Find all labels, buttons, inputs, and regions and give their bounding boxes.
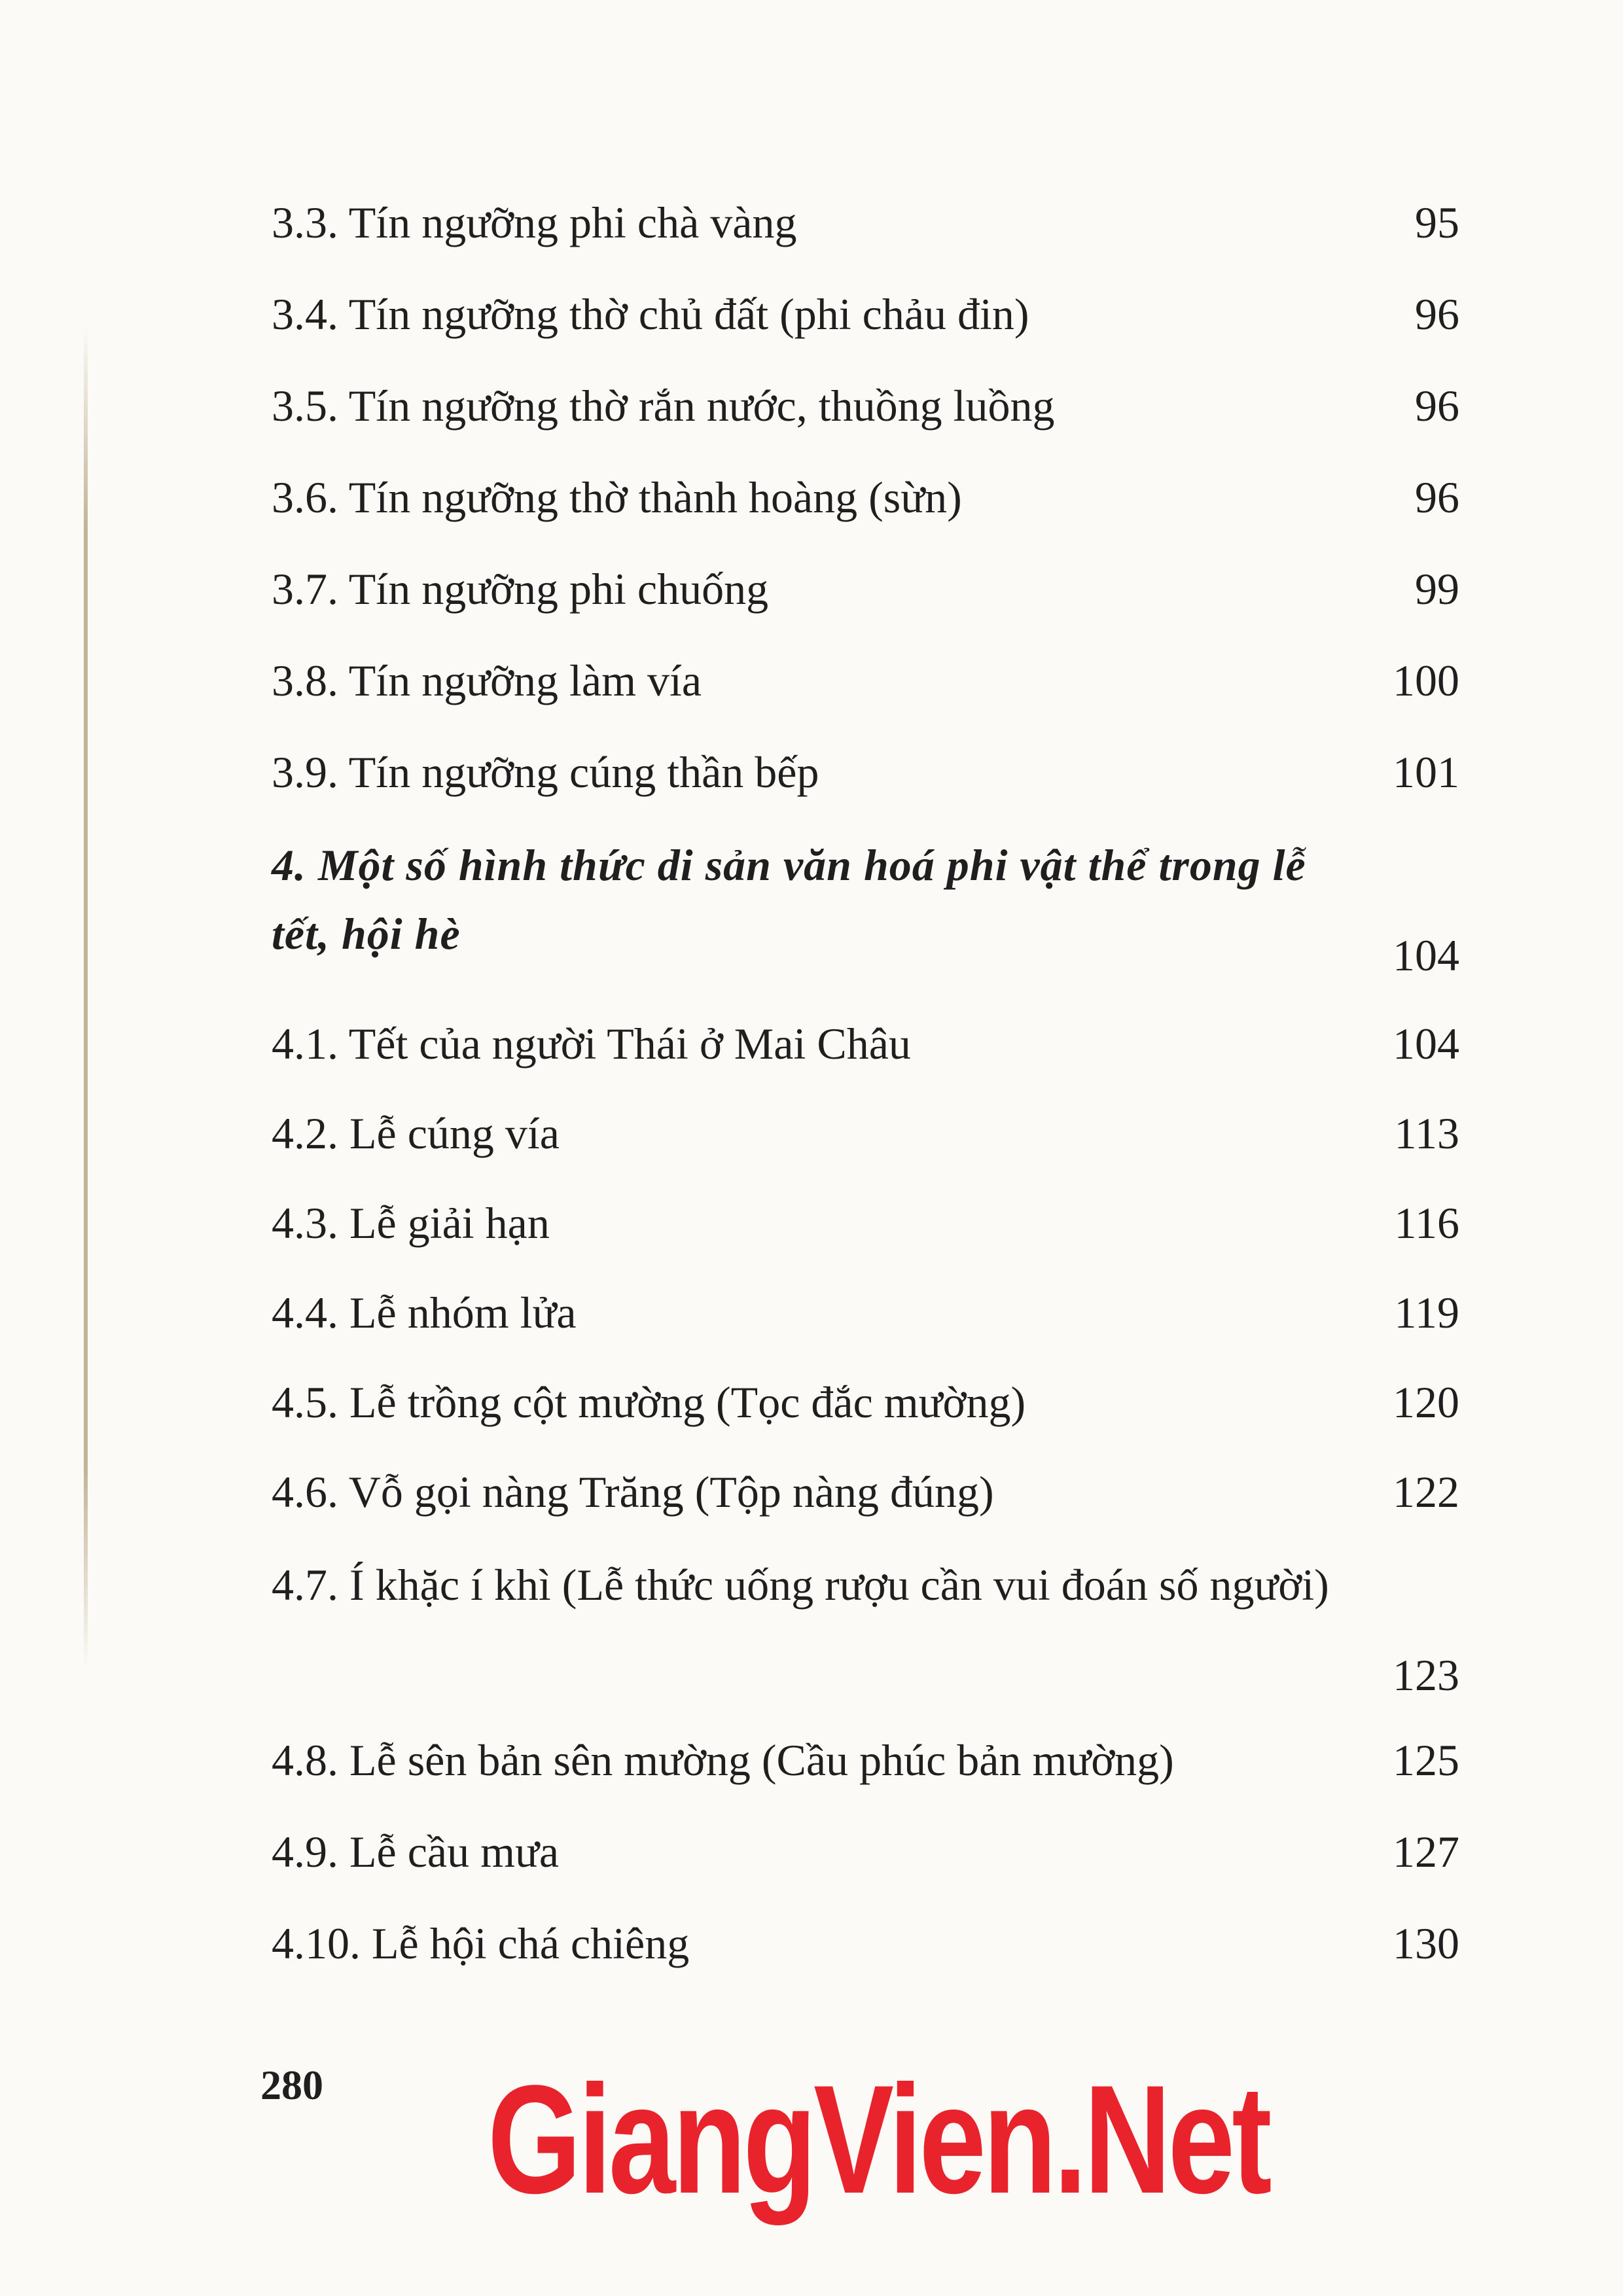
toc-entry-title: 3.5. Tín ngưỡng thờ rắn nước, thuồng luồng [272,381,1055,431]
toc-entry-page: 99 [1415,564,1459,614]
toc-entry-page: 125 [1393,1735,1459,1785]
toc-entry-title: 4.10. Lễ hội chá chiêng [272,1918,690,1968]
toc-entry-page: 130 [1393,1918,1459,1968]
toc-entry-title: 4.4. Lễ nhóm lửa [272,1288,577,1337]
toc-entry-title: 4.2. Lễ cúng vía [272,1108,560,1158]
toc-entry-page: 96 [1415,472,1459,522]
toc-entry-title: 3.7. Tín ngưỡng phi chuống [272,564,769,614]
toc-entry-page: 104 [1393,930,1459,980]
toc-entry-title: 3.9. Tín ngưỡng cúng thần bếp [272,747,819,797]
toc-entry-page: 104 [1393,1019,1459,1069]
toc-entry-title: 4.5. Lễ trồng cột mường (Tọc đắc mường) [272,1377,1026,1427]
toc-entry-page: 119 [1394,1288,1459,1337]
toc-entry-page: 96 [1415,289,1459,339]
toc-entry-page: 113 [1394,1108,1459,1158]
toc-entry-title: 3.3. Tín ngưỡng phi chà vàng [272,198,797,247]
toc-entry-page: 116 [1394,1198,1459,1248]
toc-entry-page: 127 [1393,1827,1459,1877]
toc-entry-title: 3.4. Tín ngưỡng thờ chủ đất (phi chảu đin) [272,289,1029,339]
toc-entry-title: 4.1. Tết của người Thái ở Mai Châu [272,1019,911,1069]
toc-entry-page: 120 [1393,1377,1459,1427]
toc-entry-title: 4.9. Lễ cầu mưa [272,1827,560,1877]
toc-entry-page: 122 [1393,1467,1459,1517]
toc-entry-page: 123 [1393,1650,1459,1700]
toc-entry-title: 4.3. Lễ giải hạn [272,1198,550,1248]
watermark-logo: GiangVien.Net [488,2053,1269,2226]
toc-entry-title: 4.8. Lễ sên bản sên mường (Cầu phúc bản mường) [272,1735,1174,1785]
toc-entry-title: 3.6. Tín ngưỡng thờ thành hoàng (sừn) [272,472,962,522]
toc-entry-page: 95 [1415,198,1459,247]
toc-entry-page: 100 [1393,656,1459,705]
page-number: 280 [260,2062,323,2108]
toc-entry-title: 3.8. Tín ngưỡng làm vía [272,656,702,705]
toc-entry-page: 101 [1393,747,1459,797]
toc-entry-title: 4.7. Í khặc í khì (Lễ thức uống rượu cần vui đoán số người) [272,1560,1329,1610]
toc-entry-page: 96 [1415,381,1459,431]
toc-entry-title: 4. Một số hình thức di sản văn hoá phi vật thể trong lễ tết, hội hè [272,840,1306,959]
toc-entry-title: 4.6. Vỗ gọi nàng Trăng (Tộp nàng đúng) [272,1467,994,1517]
